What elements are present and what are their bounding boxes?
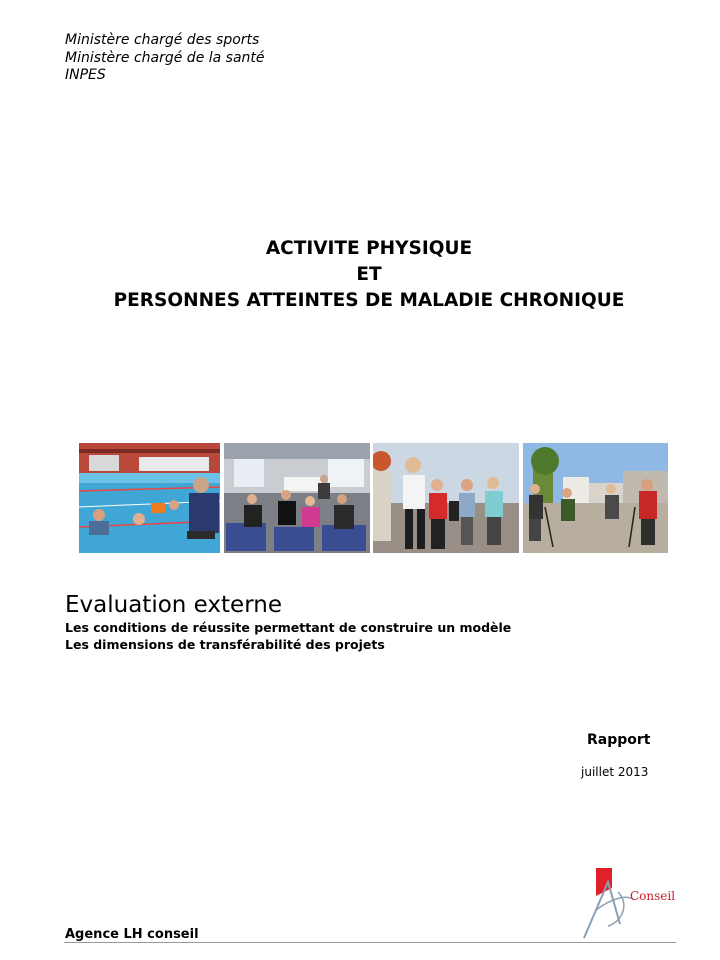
report-subtitle: [65, 590, 511, 653]
gym-exercise-photo: [224, 443, 370, 553]
organization-sports: Ministère chargé des sports: [65, 32, 260, 48]
subtitle-line-2: Les dimensions de transférabilité des projets: [65, 636, 385, 652]
report-label: Rapport: [587, 732, 651, 748]
subtitle-heading: Evaluation externe: [65, 592, 282, 618]
issuing-organizations: [65, 32, 265, 85]
lh-conseil-logo: [578, 864, 678, 944]
organization-health: Ministère chargé de la santé: [65, 49, 265, 66]
document-title: [0, 236, 720, 314]
title-line-2: ET: [356, 264, 382, 285]
report-date: juillet 2013: [581, 765, 649, 779]
footer-divider: [64, 942, 676, 943]
subtitle-line-1: Les conditions de réussite permettant de construire un modèle: [65, 620, 512, 635]
agency-name: Agence LH conseil: [65, 927, 199, 942]
swimming-pool-photo: [79, 443, 220, 553]
organization-inpes: INPES: [65, 67, 106, 83]
logo-wordmark: Conseil: [630, 889, 676, 903]
title-line-3: PERSONNES ATTEINTES DE MALADIE CHRONIQUE: [113, 290, 625, 311]
nordic-walking-photo: [523, 443, 668, 553]
title-line-1: ACTIVITE PHYSIQUE: [265, 238, 473, 259]
outdoor-exercise-group-photo: [373, 443, 519, 553]
